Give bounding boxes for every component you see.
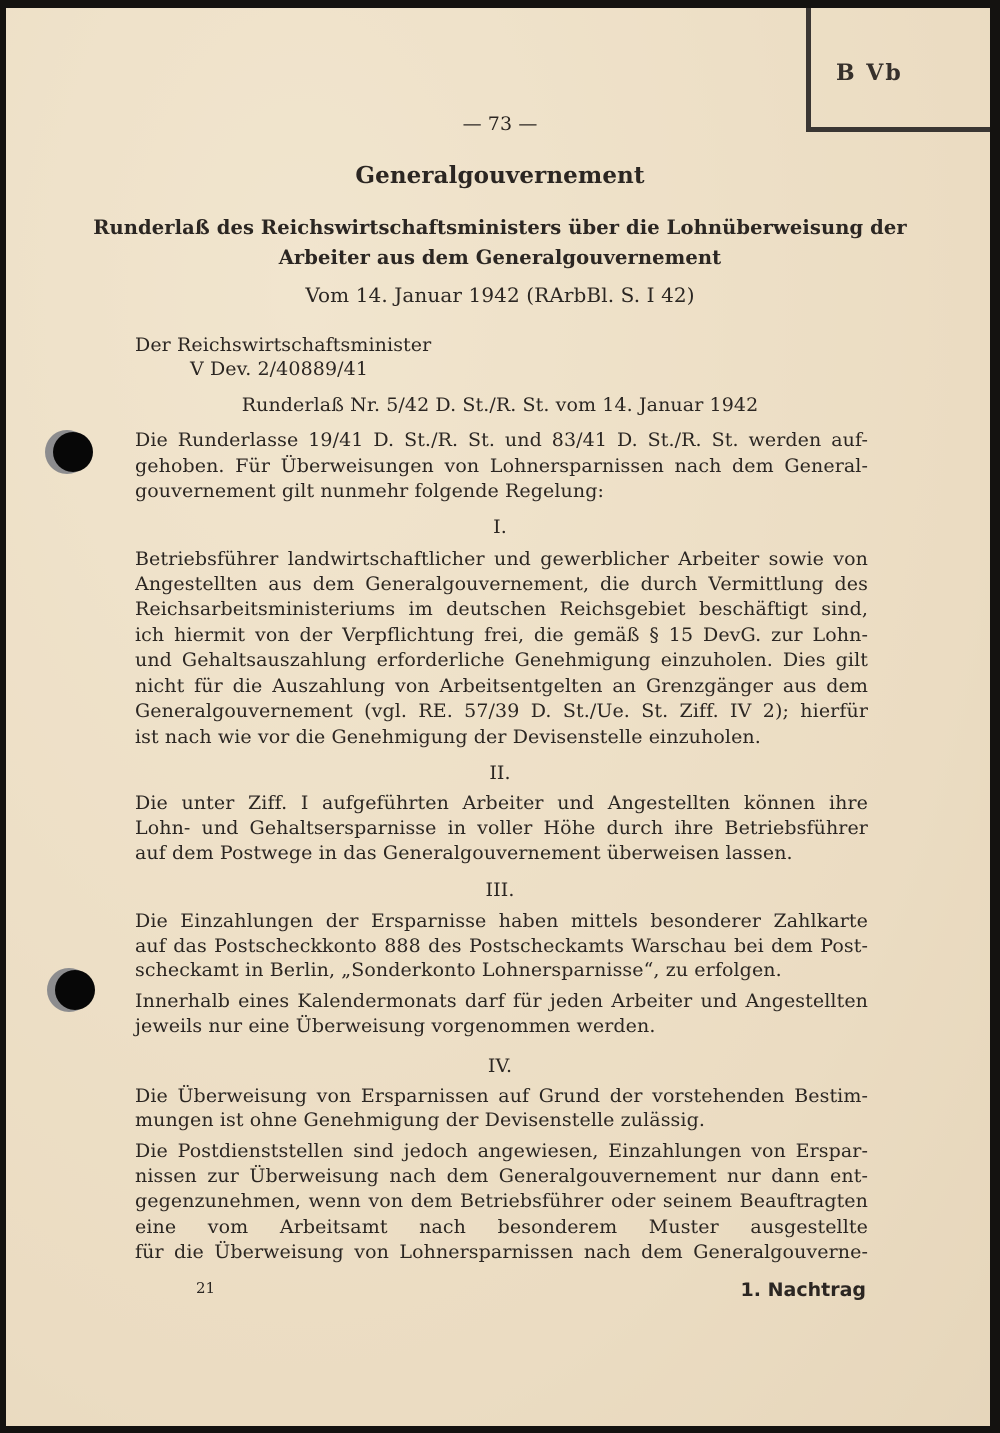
sender-reference: V Dev. 2/40889/41: [190, 358, 369, 380]
body-line: nissen zur Überweisung nach dem Generalgouvernement nur dann ent-: [135, 1165, 868, 1187]
body-line: ich hiermit von der Verpflichtung frei, die gemäß § 15 DevG. zur Lohn-: [135, 624, 868, 646]
sheet-number: 21: [196, 1279, 216, 1297]
body-line: ist nach wie vor die Genehmigung der Devisenstelle einzuholen.: [135, 726, 761, 748]
body-line: Betriebsführer landwirtschaftlicher und gewerblicher Arbeiter sowie von: [135, 548, 868, 570]
body-line: auf das Postscheckkonto 888 des Postscheckamts Warschau bei dem Post-: [135, 935, 868, 957]
body-line: gehoben. Für Überweisungen von Lohnersparnissen nach dem General-: [135, 455, 868, 477]
sender-line: Der Reichswirtschaftsminister: [135, 334, 432, 356]
section-number: III.: [485, 879, 515, 901]
body-line: gegenzunehmen, wenn von dem Betriebsführer oder seinem Beauftragten: [135, 1190, 868, 1212]
body-line: eine vom Arbeitsamt nach besonderem Muster ausgestellte: [135, 1216, 868, 1238]
body-line: Reichsarbeitsministeriums im deutschen Reichsgebiet beschäftigt sind,: [135, 598, 868, 620]
section-number: I.: [493, 516, 507, 538]
body-line: mungen ist ohne Genehmigung der Devisenstelle zulässig.: [135, 1109, 705, 1131]
decree-reference: Runderlaß Nr. 5/42 D. St./R. St. vom 14. Januar 1942: [241, 394, 759, 416]
body-line: Die Überweisung von Ersparnissen auf Grund der vorstehenden Bestim-: [135, 1085, 868, 1107]
section-stamp: B Vb: [836, 60, 903, 86]
body-line: Lohn- und Gehaltsersparnisse in voller Höhe durch ihre Betriebsführer: [135, 817, 868, 839]
body-line: gouvernement gilt nunmehr folgende Regelung:: [135, 480, 604, 502]
body-line: Die Einzahlungen der Ersparnisse haben mittels besonderer Zahlkarte: [135, 910, 868, 932]
punch-hole: [55, 970, 95, 1010]
body-line: und Gehaltsauszahlung erforderliche Genehmigung einzuholen. Dies gilt: [135, 649, 868, 671]
page-number: — 73 —: [462, 113, 538, 135]
subtitle-line: Arbeiter aus dem Generalgouvernement: [278, 246, 722, 269]
body-line: Die Postdienststellen sind jedoch angewiesen, Einzahlungen von Erspar-: [135, 1140, 868, 1162]
body-line: scheckamt in Berlin, „Sonderkonto Lohnersparnisse“, zu erfolgen.: [135, 959, 782, 981]
section-number: IV.: [487, 1055, 513, 1077]
body-line: Innerhalb eines Kalendermonats darf für jeden Arbeiter und Angestellten: [135, 990, 868, 1012]
body-line: nicht für die Auszahlung von Arbeitsentgelten an Grenzgänger aus dem: [135, 675, 868, 697]
punch-hole: [53, 432, 93, 472]
subtitle-line: Runderlaß des Reichswirtschaftsministers über die Lohnüberweisung der: [93, 216, 907, 239]
body-line: Angestellten aus dem Generalgouvernement, die durch Vermittlung des: [135, 573, 868, 595]
supplement-label: 1. Nachtrag: [740, 1279, 866, 1301]
date-line: Vom 14. Januar 1942 (RArbBl. S. I 42): [305, 283, 695, 307]
body-line: Generalgouvernement (vgl. RE. 57/39 D. St./Ue. St. Ziff. IV 2); hierfür: [135, 700, 868, 722]
page-heading: Generalgouvernement: [355, 162, 645, 189]
body-line: für die Überweisung von Lohnersparnissen nach dem Generalgouverne-: [135, 1241, 868, 1263]
body-line: jeweils nur eine Überweisung vorgenommen werden.: [135, 1015, 656, 1037]
body-line: Die unter Ziff. I aufgeführten Arbeiter und Angestellten können ihre: [135, 792, 868, 814]
body-line: Die Runderlasse 19/41 D. St./R. St. und 83/41 D. St./R. St. werden auf-: [135, 429, 868, 451]
body-line: auf dem Postwege in das Generalgouvernement überweisen lassen.: [135, 842, 793, 864]
section-number: II.: [489, 762, 511, 784]
